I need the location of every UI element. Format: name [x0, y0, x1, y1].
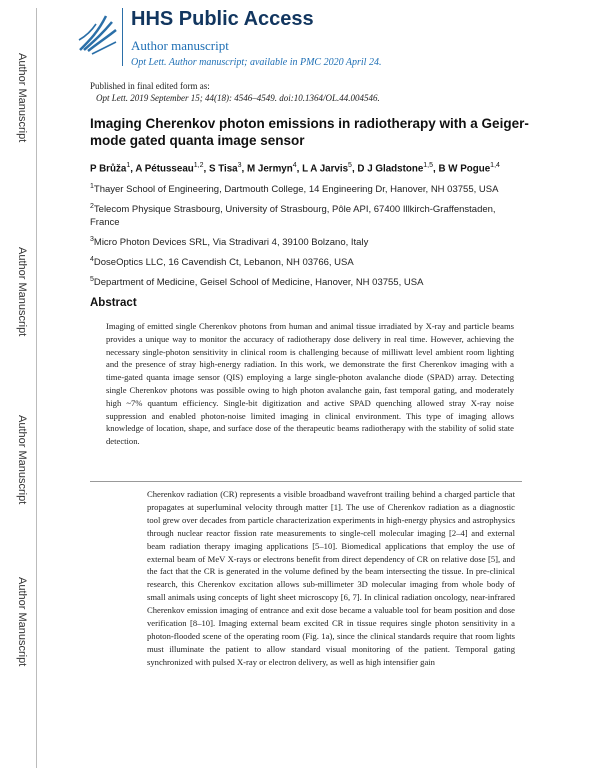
affiliation: $^4$DoseOptics LLC, 16 Cavendish Ct, Lebanon, NH 03766, USA: [90, 256, 354, 269]
affiliation: $^2$Telecom Physique Strasbourg, University of Strasbourg, Pôle API, 67400 Illkirch-Graffenstaden, France: [90, 203, 496, 229]
hhs-public-access-title: HHS Public Access: [131, 8, 314, 30]
abstract-divider: [90, 481, 522, 482]
sidebar-label: Author Manuscript: [16, 53, 28, 143]
author-name[interactable]: D J Gladstone: [357, 163, 424, 175]
author-name[interactable]: S Tisa: [208, 163, 238, 175]
author-manuscript-subtitle: Author manuscript: [131, 38, 229, 53]
author-manuscript-sidebar: [0, 0, 40, 776]
sidebar-label: Author Manuscript: [16, 577, 28, 667]
author-name[interactable]: M Jermyn: [247, 163, 293, 175]
author-name[interactable]: A Pétusseau: [135, 163, 194, 175]
sidebar-label: Author Manuscript: [16, 247, 28, 337]
hhs-eagle-logo: [76, 10, 118, 56]
journal-availability-line: Opt Lett. Author manuscript; available in PMC 2020 April 24.: [131, 57, 382, 68]
author-name[interactable]: P Brůža: [90, 163, 127, 175]
author-name[interactable]: B W Pogue: [438, 163, 491, 175]
article-title: Imaging Cherenkov photon emissions in radiotherapy with a Geiger-mode gated quanta image sensor: [90, 116, 529, 148]
publication-info: [90, 80, 380, 104]
published-in-label: Published in final edited form as:: [90, 81, 210, 91]
affiliation: $^1$Thayer School of Engineering, Dartmouth College, 14 Engineering Dr, Hanover, NH 03755, USA: [90, 183, 499, 196]
author-name[interactable]: L A Jarvis: [302, 163, 349, 175]
sidebar-divider: [36, 8, 37, 768]
journal-citation[interactable]: Opt Lett. 2019 September 15; 44(18): 4546–4549. doi:10.1364/OL.44.004546.: [96, 93, 380, 103]
sidebar-label: Author Manuscript: [16, 415, 28, 505]
body-paragraph: Cherenkov radiation (CR) represents a visible broadband wavefront trailing behind a charged particle that propagates at superluminal velocity through matter [1]. The use of Cherenkov radiation as a diagnostic tool grew over decades from particle characterization experiments in high-energy physics and astrophysics through nuclear reactor fission rate measurements to single-cell molecular imaging [2–4] and external beam radiation therapy imaging applications [5–10]. Biomedical applications that employ the use of external beam of MeV X-rays or electrons benefit from direct dependency of CR on relative dose [5], and the fact that the CR is generated in the volume defined by the beam intersecting the tissue. In pre-clinical research, this Cherenkov excitation allows sub-millimeter 3D molecular imaging from whole body of small animals using concepts of light sheet microscopy [6, 7]. In clinical radiation oncology, near-infrared Cherenkov emission imaging of entrance and exit dose became a valuable tool for beam position and dose verification [8–10]. Imaging external beam excited CR in tissue requires single photon sensitivity in a photon-flooded scene of the operating room (Fig. 1a), since the clinical standards require that room lights must illuminate the patient to allow standard visual monitoring of the patient. Temporal gating synchronized with pulsed X-ray or electron delivery, as well as high intensifier gain: [147, 489, 515, 667]
author-list: P Brůža$^1$, A Pétusseau$^{1,2}$, S Tisa$^3$, M Jermyn$^4$, L A Jarvis$^5$, D J Gladstone$^{1,5}$, B W Pogue$^{1,4}$: [90, 162, 500, 175]
affiliation: $^3$Micro Photon Devices SRL, Via Stradivari 4, 39100 Bolzano, Italy: [90, 236, 369, 249]
abstract-text: Imaging of emitted single Cherenkov photons from human and animal tissue irradiated by X-ray and particle beams provides a unique way to monitor the accuracy of radiotherapy dose delivery in real time. However, achieving the necessary single-photon sensitivity in clinical room is challenging because of milliwatt level ambient room lighting and the presence of stray high-energy radiation. In this work, we demonstrate the first Cherenkov imaging with a time-gated quanta image sensor (QIS) employing a large single-photon avalanche diode (SPAD) array. Detecting single Cherenkov photons was possible owing to high photon avalanche gain, fast temporal gating, and moderately high ~7% quantum efficiency. Single-bit digitization and active SPAD quenching allowed stray X-ray noise suppression and enabled photon-noise limited imaging in clinical environment. This type of imaging allows knowledge of location, shape, and surface dose of the therapeutic beams radiotherapy with the stability of solid state detection.: [106, 321, 514, 447]
header-divider: [122, 8, 123, 66]
abstract-heading: Abstract: [90, 297, 137, 309]
affiliation: $^5$Department of Medicine, Geisel School of Medicine, Hanover, NH 03755, USA: [90, 276, 424, 289]
